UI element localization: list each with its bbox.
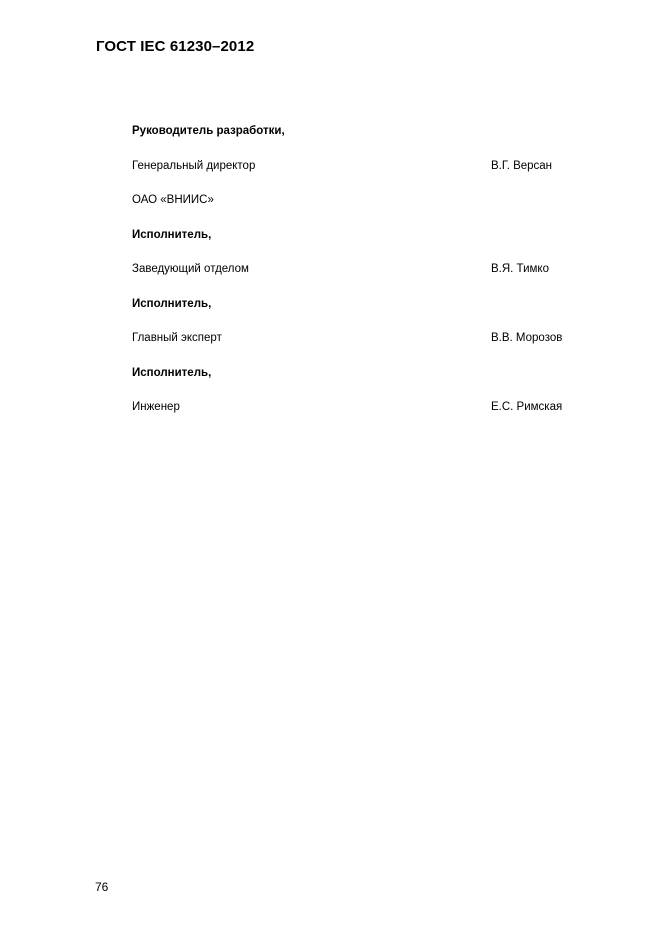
- executor3-heading: Исполнитель,: [132, 366, 212, 379]
- executor3-row: [132, 399, 592, 434]
- lead-heading-row: [132, 123, 592, 158]
- executor3-heading-row: [132, 365, 592, 400]
- executor3-position: Инженер: [132, 401, 180, 413]
- document-standard-title: ГОСТ IEC 61230–2012: [96, 38, 255, 55]
- executor1-heading: Исполнитель,: [132, 228, 212, 241]
- executor1-row: [132, 261, 592, 296]
- executor1-position: Заведующий отделом: [132, 263, 249, 275]
- organization-row: [132, 192, 592, 227]
- organization-name: ОАО «ВНИИС»: [132, 194, 214, 206]
- executor2-position: Главный эксперт: [132, 332, 222, 344]
- page-number: 76: [95, 880, 109, 894]
- executor1-name: В.Я. Тимко: [491, 263, 549, 275]
- executor2-heading-row: [132, 296, 592, 331]
- lead-name: В.Г. Версан: [491, 159, 553, 172]
- executor2-row: [132, 330, 592, 365]
- executor3-name: Е.С. Римская: [491, 401, 563, 413]
- lead-row: [132, 158, 592, 193]
- executor2-name: В.В. Морозов: [491, 332, 563, 344]
- lead-heading: Руководитель разработки,: [132, 125, 285, 137]
- contributors-list: [132, 123, 592, 434]
- lead-position: Генеральный директор: [132, 159, 256, 172]
- executor1-heading-row: [132, 227, 592, 262]
- executor2-heading: Исполнитель,: [132, 297, 212, 310]
